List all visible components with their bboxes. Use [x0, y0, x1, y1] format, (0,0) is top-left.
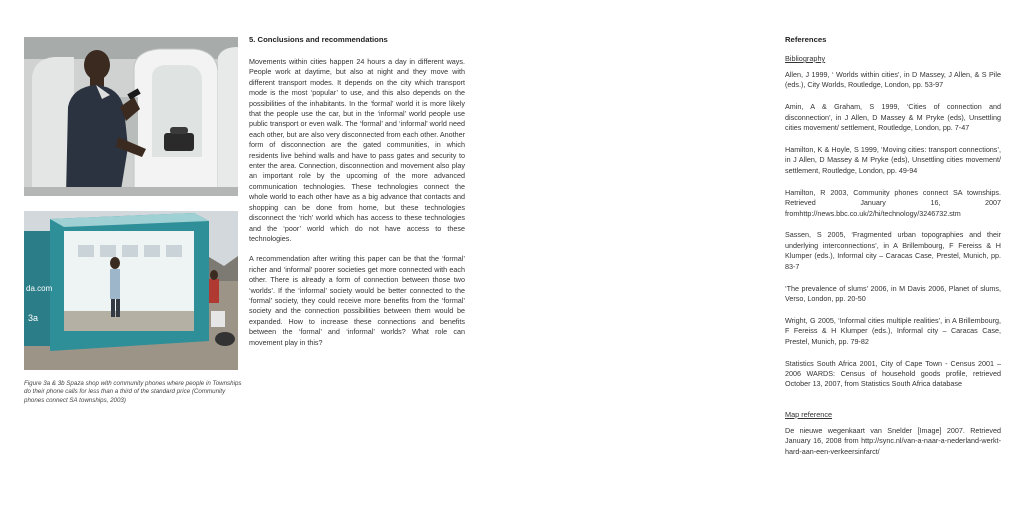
phone-booth-image [24, 37, 238, 196]
reference-item: Sassen, S 2005, ‘Fragmented urban topographies and their underlying interconnections’, in A Brillembourg, F Fereiss & H Klumper (eds.), Informal city – Caracas Case, Prestel, Munich, pp. 83-7 [785, 230, 1001, 271]
reference-item: Amin, A & Graham, S 1999, ‘Cities of connection and disconnection’, in J Allen, D Massey & M Pryke (eds), Unsettling cities movement/ settlement, Routledge, London, pp. 7-47 [785, 102, 1001, 133]
reference-item: Hamilton, K & Hoyle, S 1999, ‘Moving cities: transport connections’, in J Allen, D Massey & M Pryke (eds), Unsettling cities movement/ settlement, Routledge, London, pp. 49-94 [785, 145, 1001, 175]
references-heading: References [785, 35, 827, 44]
container-brand-text: da.com [26, 284, 53, 293]
reference-item: Hamilton, R 2003, Community phones connect SA townships. Retrieved January 16, 2007 fromhttp://news.bbc.co.uk/2/hi/technology/3246732.stm [785, 187, 1001, 218]
reference-item: ‘The prevalence of slums’ 2006, in M Davis 2006, Planet of slums, Verso, London, pp. 20-50 [785, 283, 1001, 303]
figure-3a-photo [24, 37, 238, 196]
figure-3b-photo [24, 211, 238, 370]
spaza-shop-image [24, 211, 238, 370]
reference-item: Wright, G 2005, ‘Informal cities multiple realities’, in A Brillembourg, F Fereiss & H Klumper (eds.), Informal city – Caracas Case, Prestel, Munich, pp. 79-82 [785, 315, 1001, 346]
references-section [785, 35, 1001, 469]
reference-item: Statistics South Africa 2001, City of Cape Town - Census 2001 – 2006 WARDS: Census of household goods profile, retrieved October 13, 2007, from Statistics South Africa database [785, 358, 1001, 389]
section-heading: 5. Conclusions and recommendations [249, 35, 388, 44]
paragraph-2: A recommendation after writing this paper can be that the ‘formal’ richer and ‘informal’ poorer societies get more connected with each other. There is already a form of connection between those two ‘worlds’. If the ‘informal’ society would be better connected to the ‘formal’ society, they could receive more benefits from the ‘formal’ society and the connection possibilities between them would be expanded. How to increase these connections and benefits between the ‘formal’ and ‘informal’ worlds? What role can movement play in this? [249, 254, 465, 347]
map-reference-heading: Map reference [785, 409, 833, 419]
paragraph-1: Movements within cities happen 24 hours a day in different ways. People work at daytime, but also at night and they move with different transport modes. It depends on the city which transport mode is the most ‘popular’ to use, and this also depends on the possibilities of the inhabitants. In the ‘formal’ world it is more likely that the people use the car, but in the ‘informal’ world people use public transport or even walk. The ‘formal’ and ‘informal’ world need each other, but are also very disconnected from each other. Another form of disconnection are the gated communities, in which residents live behind walls and have to pass gates and security to enter the area. Connection, disconnection and movement also play an important role by the upcoming of the more advanced communication technologies. These technologies connect the whole world to each other have as a big advance that contacts and shopping can be done from home, but these technologies disconnect the ‘rich’ world which has access to these technologies and the ‘poor’ world which do not have access to these technologies. [249, 57, 465, 243]
conclusions-section [249, 35, 465, 358]
container-sign-text: 3a [28, 313, 39, 323]
map-reference-item: De nieuwe wegenkaart van Snelder [Image] 2007. Retrieved January 16, 2008 from http://sync.nl/van-a-naar-a-nederland-werkt-hard-aan-een-verkeersinfarct/ [785, 425, 1001, 456]
bibliography-heading: Bibliography [785, 54, 826, 63]
figure-caption: Figure 3a & 3b Spaza shop with community phones where people in Townships do their phone calls for less than a third of the standard price (Community phones connect SA townships, 2003) [24, 380, 242, 404]
reference-item: Allen, J 1999, ‘ Worlds within cities’, in D Massey, J Allen, & S Pile (eds.), City Worlds, Routledge, London, pp. 53-97 [785, 70, 1001, 90]
